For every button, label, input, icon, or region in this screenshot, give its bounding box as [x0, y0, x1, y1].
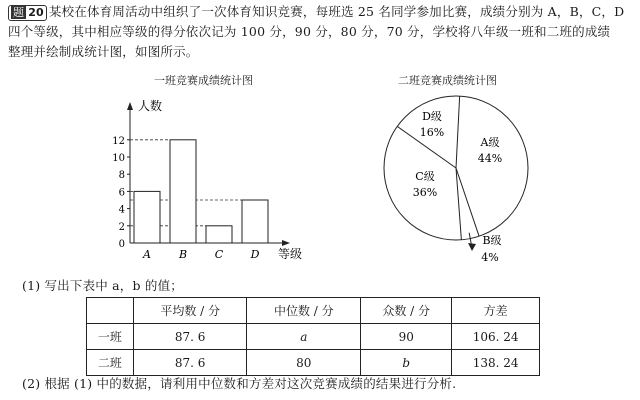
table-header-cell: 众数 / 分 — [361, 298, 452, 324]
y-tick-label: 10 — [112, 153, 125, 164]
slice-percent-D: 16% — [419, 126, 445, 139]
part-1-prompt: (1) 写出下表中 a，b 的值； — [22, 278, 183, 293]
x-axis-arrow — [282, 240, 290, 246]
table-cell: 二班 — [87, 350, 134, 376]
table-cell: 87. 6 — [133, 324, 247, 350]
y-tick-label: 12 — [112, 135, 125, 147]
table-cell: a — [247, 324, 361, 350]
slice-label-A: A级 — [480, 136, 500, 149]
slice-percent-C: 36% — [412, 186, 438, 199]
score-table — [86, 297, 540, 376]
part-2-prompt: (2) 根据 (1) 中的数据，请利用中位数和方差对这次竞赛成绩的结果进行分析. — [22, 376, 457, 391]
slice-label-D: D级 — [422, 110, 442, 123]
slice-label-B: B级 — [482, 234, 502, 247]
y-axis-arrow — [127, 102, 133, 110]
table-row — [87, 350, 540, 376]
table-cell: b — [361, 350, 452, 376]
pie-chart-title: 二班竞赛成绩统计图 — [398, 74, 497, 87]
bar-D — [242, 200, 268, 243]
table-header-cell — [87, 298, 134, 324]
table-cell: 一班 — [87, 324, 134, 350]
bar-C — [206, 226, 232, 243]
slice-percent-A: 44% — [477, 152, 503, 165]
question-line-1: 某校在体育周活动中组织了一次体育知识竞赛，每班选 25 名同学参加比赛，成绩分别为 A，B，C，D — [48, 4, 625, 19]
slice-B-arrowhead — [468, 243, 476, 251]
table-cell: 87. 6 — [133, 350, 247, 376]
question-number-badge: 题 20 — [8, 5, 47, 21]
x-axis-label: 等级 — [278, 247, 303, 261]
bar-chart — [112, 98, 302, 261]
y-tick-label: 8 — [118, 170, 125, 182]
table-row — [87, 324, 540, 350]
bar-chart-title: 一班竞赛成绩统计图 — [154, 74, 253, 87]
table-header-cell: 方差 — [452, 298, 540, 324]
question-line-3: 整理并绘制成统计图，如图所示。 — [8, 44, 199, 59]
question-line-2: 四个等级，其中相应等级的得分依次记为 100 分，90 分，80 分，70 分，学校将八年级一班和二班的成绩 — [8, 24, 611, 39]
y-tick-label: 0 — [118, 239, 125, 250]
y-tick-label: 2 — [118, 221, 125, 233]
y-tick-label: 4 — [118, 204, 125, 216]
table-cell: 138. 24 — [452, 350, 540, 376]
slice-percent-B: 4% — [481, 251, 499, 264]
y-axis-label: 人数 — [138, 99, 163, 113]
x-tick-label: B — [178, 248, 188, 261]
table-header-cell: 平均数 / 分 — [133, 298, 247, 324]
y-tick-label: 6 — [118, 187, 125, 199]
table-header-cell: 中位数 / 分 — [247, 298, 361, 324]
x-tick-label: C — [214, 248, 224, 261]
x-tick-label: A — [143, 248, 151, 261]
table-cell: 90 — [361, 324, 452, 350]
bar-A — [134, 191, 160, 243]
table-cell: 106. 24 — [452, 324, 540, 350]
x-tick-label: D — [250, 248, 260, 261]
bar-B — [170, 140, 196, 243]
table-cell: 80 — [247, 350, 361, 376]
table-header-row — [87, 298, 540, 324]
slice-label-C: C级 — [415, 170, 435, 183]
pie-chart — [384, 96, 528, 264]
